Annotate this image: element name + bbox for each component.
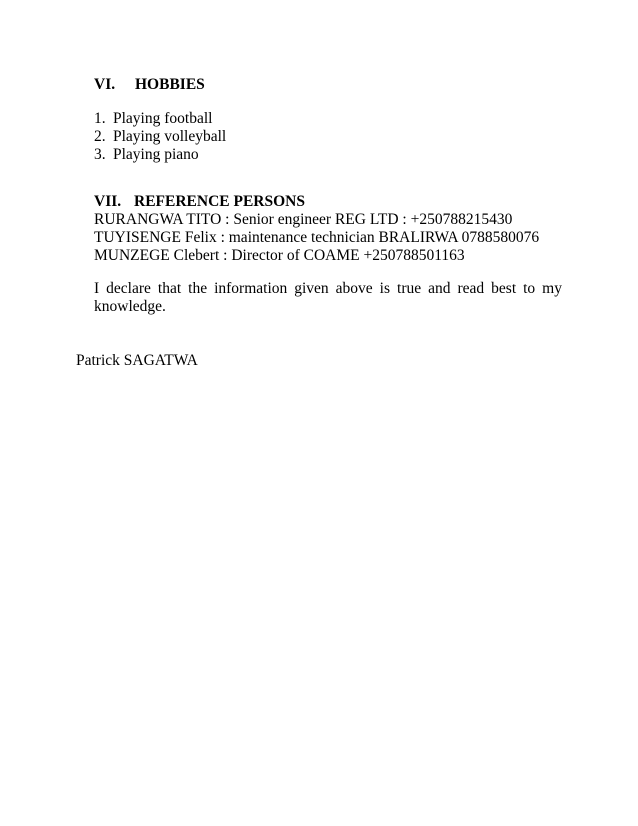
section-title: HOBBIES: [135, 76, 205, 93]
section-heading-hobbies: [94, 76, 205, 94]
hobbies-list: [94, 110, 226, 164]
list-item: [94, 146, 226, 164]
list-item: [94, 110, 226, 128]
list-item-number: 1.: [94, 110, 106, 127]
reference-entry: TUYISENGE Felix : maintenance technician BRALIRWA 0788580076: [94, 229, 540, 246]
section-heading-references: [94, 193, 305, 211]
list-item: [94, 128, 226, 146]
reference-entry: MUNZEGE Clebert : Director of COAME +250788501163: [94, 247, 465, 264]
list-item-text: Playing piano: [113, 146, 199, 163]
section-number: VI.: [94, 76, 116, 93]
list-item-number: 2.: [94, 128, 106, 145]
list-item-number: 3.: [94, 146, 106, 163]
reference-list: [94, 211, 539, 265]
section-title: REFERENCE PERSONS: [134, 193, 305, 210]
list-item-text: Playing volleyball: [113, 128, 227, 145]
list-item-text: Playing football: [113, 110, 213, 127]
section-number: VII.: [94, 193, 122, 210]
signature-name: Patrick SAGATWA: [76, 352, 198, 369]
declaration-paragraph: I declare that the information given above is true and read best to my knowledge.: [94, 280, 562, 315]
reference-entry: RURANGWA TITO : Senior engineer REG LTD : +250788215430: [94, 211, 513, 228]
